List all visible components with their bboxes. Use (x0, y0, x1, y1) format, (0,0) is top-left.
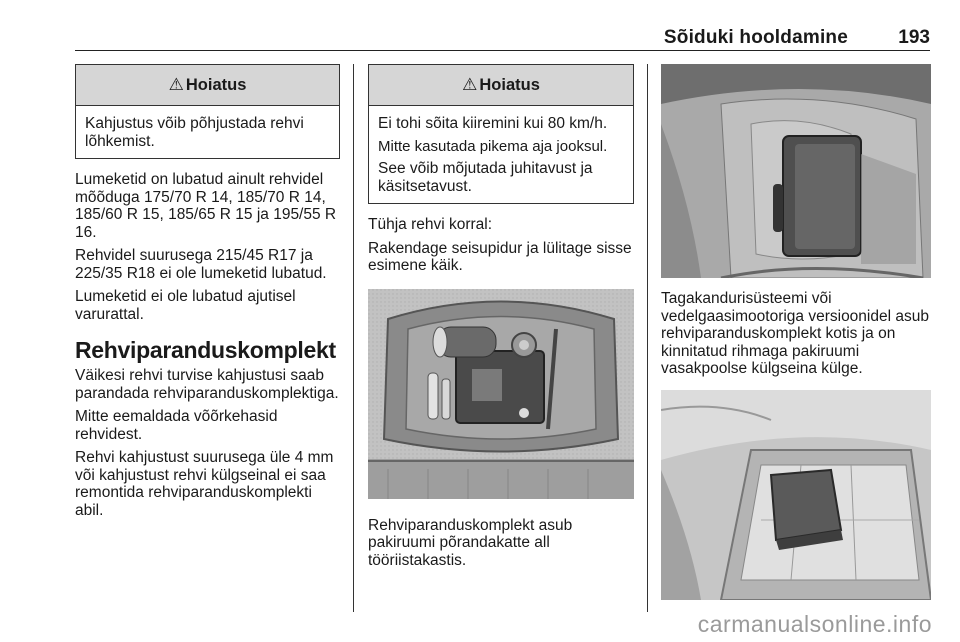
paragraph: Väikesi rehvi turvise kahjustusi saab parandada rehviparanduskomplektiga. (75, 367, 339, 402)
warning-text: Kahjustus võib põhjustada rehvi lõhkemist. (85, 115, 304, 150)
figure-caption: Rehviparanduskomplekt asub pakiruumi põrandakatte all tööriistakastis. (368, 516, 573, 569)
paragraph: Rehvi kahjustust suurusega üle 4 mm või kahjustust rehvi külgseinal ei saa remontida rehviparanduskomplekti abil. (75, 449, 334, 519)
warning-text: See võib mõjutada juhitavust ja käsitsetavust. (378, 160, 593, 195)
warning-title: Hoiatus (185, 75, 247, 94)
column-divider-2 (647, 64, 648, 612)
paragraph: Tühja rehvi korral: (368, 216, 493, 233)
paragraph: Rakendage seisupidur ja lülitage sisse esimene käik. (368, 239, 632, 274)
warning-header (369, 65, 633, 106)
warning-title: Hoiatus (479, 75, 540, 94)
section-title: Sõiduki hooldamine (663, 27, 848, 48)
paragraph: Rehvidel suurusega 215/45 R17 ja 225/35 R18 ei ole lumeketid lubatud. (75, 247, 327, 282)
warning-text: Mitte kasutada pikema aja jooksul. (378, 137, 608, 155)
trunk-bag-illustration (661, 64, 931, 278)
column-2 (368, 64, 634, 575)
column-1 (75, 64, 340, 525)
repair-kit-photo (368, 289, 634, 499)
warning-body (369, 106, 633, 203)
figure-caption: Tagakandurisüsteemi või vedelgaasimootoriga versioonidel asub rehviparanduskomplekt kotis ja on kinnitatud rihmaga pakiruumi vasakpoolse külgseina külge. (661, 290, 929, 377)
trunk-compartment-illustration (661, 390, 931, 600)
page-header (75, 22, 930, 51)
warning-text: Ei tohi sõita kiiremini kui 80 km/h. (378, 115, 608, 132)
repair-kit-illustration (368, 289, 634, 499)
section-heading: Rehviparanduskomplekt (75, 337, 336, 363)
warning-triangle-icon: ⚠ (168, 75, 184, 94)
trunk-bag-photo (661, 64, 931, 278)
page-number: 193 (898, 27, 930, 48)
watermark: carmanualsonline.info (697, 611, 932, 637)
column-3 (661, 64, 931, 600)
paragraph: Lumeketid ei ole lubatud ajutisel varurattal. (75, 288, 296, 323)
paragraph: Mitte eemaldada võõrkehasid rehvidest. (75, 408, 278, 443)
warning-box (368, 64, 634, 204)
warning-box (75, 64, 340, 159)
trunk-compartment-photo (661, 390, 931, 600)
warning-body (76, 106, 339, 158)
warning-header (76, 65, 339, 106)
column-divider-1 (353, 64, 354, 612)
paragraph: Lumeketid on lubatud ainult rehvidel mõõduga 175/70 R 14, 185/70 R 14, 185/60 R 15, 185/65 R 15 ja 195/55 R 16. (75, 171, 337, 241)
warning-triangle-icon: ⚠ (462, 75, 478, 94)
